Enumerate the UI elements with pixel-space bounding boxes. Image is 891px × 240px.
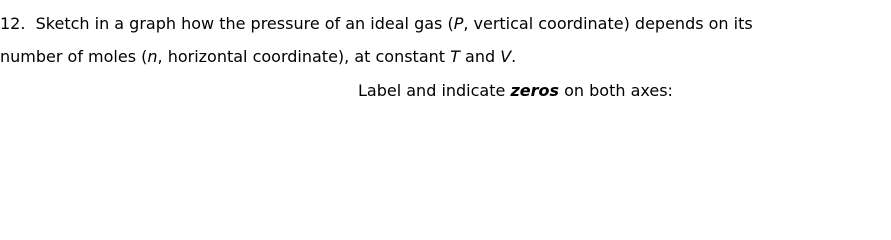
question-line-1 [0, 14, 753, 34]
line2-text-a: number of moles ( [0, 47, 148, 66]
question-number: 12. [0, 14, 26, 33]
line2-text-b: , horizontal coordinate), at constant [157, 47, 451, 66]
line3-text-b: on both axes: [559, 81, 673, 100]
line2-text-c: and [459, 47, 501, 66]
line1-text-b: , vertical coordinate) depends on its [463, 14, 753, 33]
question-line-3 [358, 81, 673, 101]
line2-text-d: . [511, 47, 517, 66]
temperature-symbol: T [450, 47, 460, 66]
question-line-2 [0, 47, 516, 67]
pressure-symbol: P [453, 14, 464, 33]
moles-symbol: n [147, 47, 158, 66]
line1-text-a: Sketch in a graph how the pressure of an ideal gas ( [35, 14, 454, 33]
zeros-emphasis: zeros [510, 81, 560, 100]
line3-text-a: Label and indicate [358, 81, 511, 100]
volume-symbol: V [500, 47, 512, 66]
